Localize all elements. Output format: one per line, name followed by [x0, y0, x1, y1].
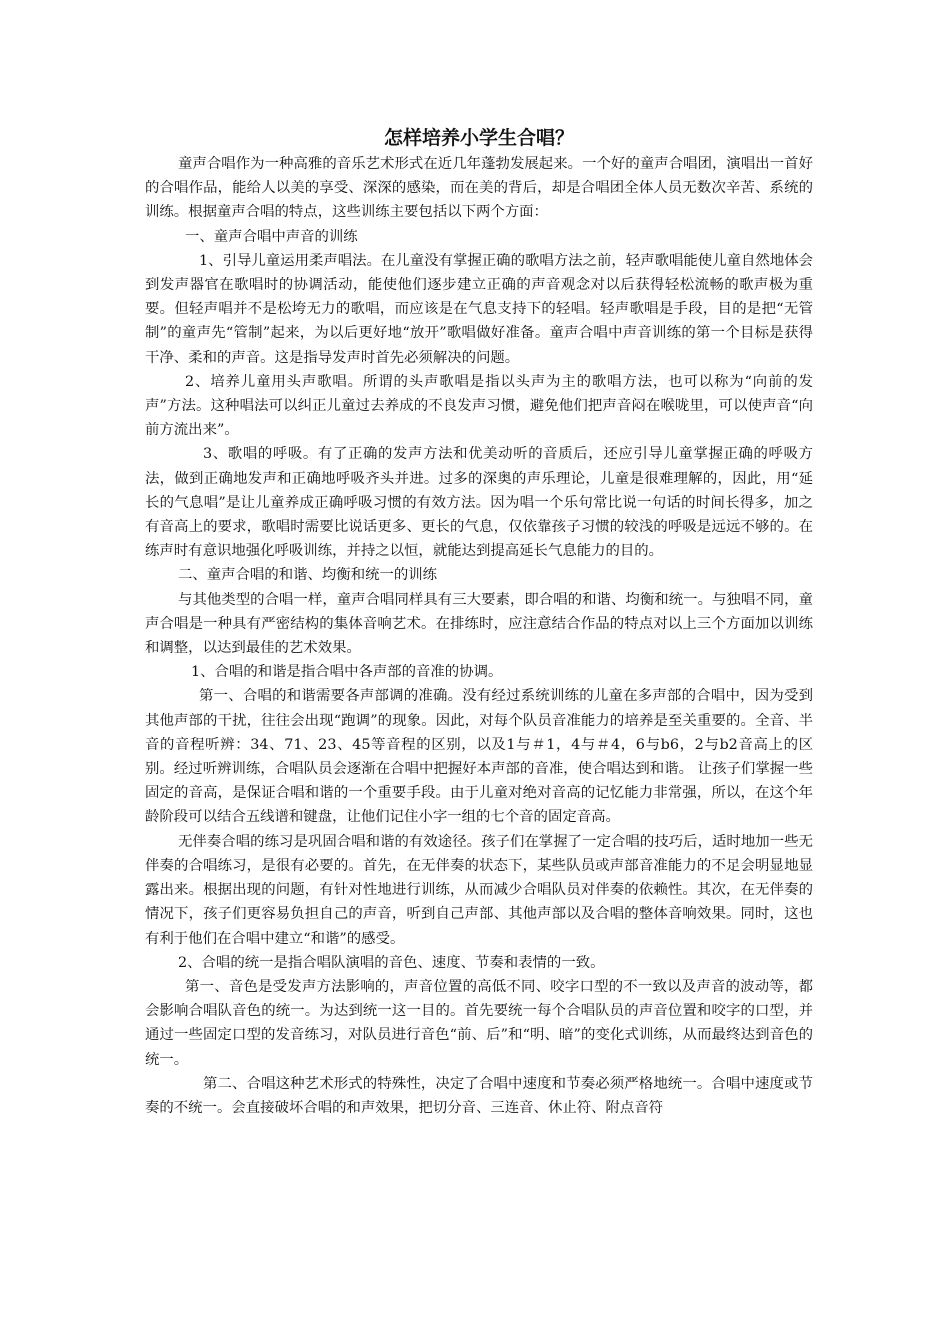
subheading-harmony: 1、合唱的和谐是指合唱中各声部的音准的协调。 — [191, 664, 503, 681]
paragraph-head-voice: 2、培养儿童用头声歌唱。所谓的头声歌唱是指以头声为主的歌唱方法，也可以称为“向前的发声”方法。这种唱法可以纠正儿童过去养成的不良发声习惯，避免他们把声音闷在喉咙里，可以使声音“向前方流出来”。 — [145, 373, 813, 439]
document-page — [145, 124, 813, 1120]
paragraph-intro: 童声合唱作为一种高雅的音乐艺术形式在近几年蓬勃发展起来。一个好的童声合唱团，演唱出一首好的合唱作品，能给人以美的享受、深深的感染，而在美的背后，却是合唱团全体人员无数次辛苦、系统的训练。根据童声合唱的特点，这些训练主要包括以下两个方面： — [145, 156, 813, 221]
paragraph-soft-singing: 1、引导儿童运用柔声唱法。在儿童没有掌握正确的歌唱方法之前，轻声歌唱能使儿童自然地体会到发声器官在歌唱时的协调活动，能使他们逐步建立正确的声音观念对以后获得轻松流畅的歌声极为重要。但轻声唱并不是松垮无力的歌唱，而应该是在气息支持下的轻唱。轻声歌唱是手段，目的是把“无管制”的童声先“管制”起来，为以后更好地“放开”歌唱做好准备。童声合唱中声音训练的第一个目标是获得干净、柔和的声音。这是指导发声时首先必须解决的问题。 — [145, 252, 813, 366]
document-title: 怎样培养小学生合唱？ — [383, 127, 574, 149]
paragraph-three-elements: 与其他类型的合唱一样，童声合唱同样具有三大要素，即合唱的和谐、均衡和统一。与独唱不同，童声合唱是一种具有严密结构的集体音响艺术。在排练时，应注意结合作品的特点对以上三个方面加以训练和调整，以达到最佳的艺术效果。 — [145, 591, 813, 657]
paragraph-intonation: 第一、合唱的和谐需要各声部调的准确。没有经过系统训练的儿童在多声部的合唱中，因为受到其他声部的干扰，往往会出现“跑调”的现象。因此，对每个队员音准能力的培养是至关重要的。全音、半音的音程听辨：34、71、23、45等音程的区别，以及1与＃1，4与＃4，6与b6，2与b2音高上的区别。经过听辨训练，合唱队员会逐渐在合唱中把握好本声部的音准，使合唱达到和谐。 让孩子们掌握一些固定的音高，是保证合唱和谐的一个重要手段。由于儿童对绝对音高的记忆能力非常强，所以，在这个年龄阶段可以结合五线谱和键盘，让他们记住小字一组的七个音的固定音高。 — [145, 688, 813, 826]
section-heading-1: 一、童声合唱中声音的训练 — [185, 228, 358, 245]
subheading-unity: 2、合唱的统一是指合唱队演唱的音色、速度、节奏和表情的一致。 — [178, 954, 605, 971]
paragraph-tempo-rhythm: 第二、合唱这种艺术形式的特殊性，决定了合唱中速度和节奏必须严格地统一。合唱中速度或节奏的不统一。会直接破坏合唱的和声效果，把切分音、三连音、休止符、附点音符 — [145, 1075, 813, 1116]
section-heading-2: 二、童声合唱的和谐、均衡和统一的训练 — [178, 567, 438, 584]
paragraph-a-cappella: 无伴奏合唱的练习是巩固合唱和谐的有效途径。孩子们在掌握了一定合唱的技巧后，适时地加一些无伴奏的合唱练习，是很有必要的。首先，在无伴奏的状态下，某些队员或声部音准能力的不足会明显地显露出来。根据出现的问题，有针对性地进行训练，从而减少合唱队员对伴奏的依赖性。其次，在无伴奏的情况下，孩子们更容易负担自己的声音，听到自己声部、其他声部以及合唱的整体音响效果。同时，这也有利于他们在合唱中建立“和谐”的感受。 — [145, 833, 813, 947]
paragraph-breathing: 3、歌唱的呼吸。有了正确的发声方法和优美动听的音质后，还应引导儿童掌握正确的呼吸方法，做到正确地发声和正确地呼吸齐头并进。过多的深奥的声乐理论，儿童是很难理解的，因此，用“延长的气息唱”是让儿童养成正确呼吸习惯的有效方法。因为唱一个乐句常比说一句话的时间长得多，加之有音高上的要求，歌唱时需要比说话更多、更长的气息，仅依靠孩子习惯的较浅的呼吸是远远不够的。在练声时有意识地强化呼吸训练，并持之以恒，就能达到提高延长气息能力的目的。 — [145, 446, 813, 560]
paragraph-timbre: 第一、音色是受发声方法影响的，声音位置的高低不同、咬字口型的不一致以及声音的波动等，都会影响合唱队音色的统一。为达到统一这一目的。首先要统一每个合唱队员的声音位置和咬字的口型，并通过一些固定口型的发音练习，对队员进行音色“前、后”和“明、暗”的变化式训练，从而最终达到音色的统一。 — [145, 978, 813, 1068]
